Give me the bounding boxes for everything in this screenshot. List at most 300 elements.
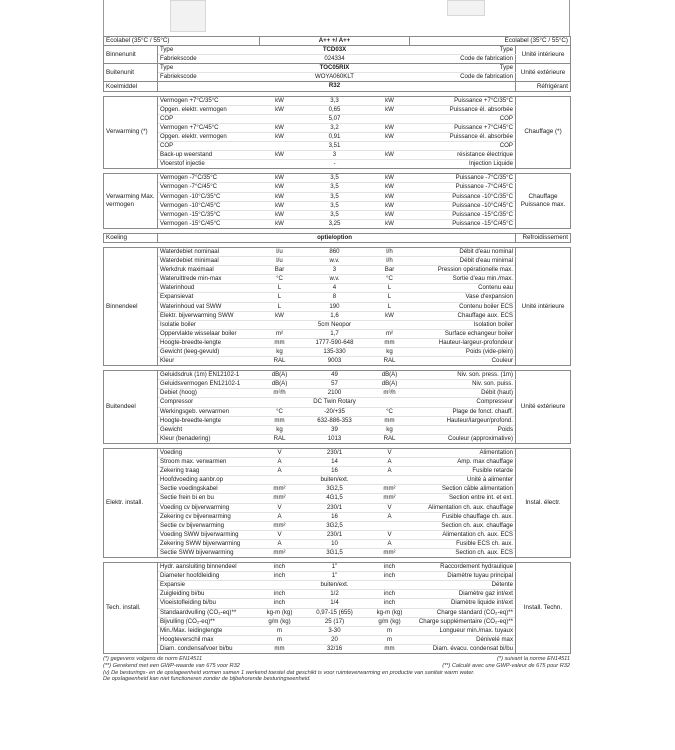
param-value: 1"	[300, 572, 370, 581]
unit-nl: kW	[260, 123, 300, 132]
section-label-fr: Réfrigérant	[516, 82, 571, 91]
param-value: 3,5	[300, 201, 370, 210]
param-nl: Expansievat	[158, 293, 260, 302]
spec-row	[104, 257, 571, 266]
param-nl: Sectie frein bi en bu	[158, 494, 260, 503]
param-fr: Code de fabrication	[410, 73, 516, 82]
param-nl: Hoogte-breedte-lengte	[158, 338, 260, 347]
param-fr: Niv. son. puiss.	[410, 380, 516, 389]
unit-nl	[260, 114, 300, 123]
param-fr: Puissance -10°C/45°C	[410, 201, 516, 210]
unit-nl: L	[260, 293, 300, 302]
param-value: 3,51	[300, 142, 370, 151]
param-fr: Détente	[410, 581, 516, 590]
unit-nl: kW	[260, 219, 300, 228]
unit-fr	[370, 476, 410, 485]
unit-fr	[370, 581, 410, 590]
unit-fr: L	[370, 302, 410, 311]
spec-row	[104, 458, 571, 467]
param-fr: Plage de fonct. chauff.	[410, 407, 516, 416]
param-value: 632-886-353	[300, 416, 370, 425]
param-fr	[410, 82, 516, 91]
param-value: 0,65	[300, 105, 370, 114]
param-nl: Compressor	[158, 398, 260, 407]
param-value: TCD03X	[300, 46, 370, 55]
param-value: 3-30	[300, 626, 370, 635]
unit-nl	[260, 581, 300, 590]
param-value: TOC05RIX	[300, 64, 370, 73]
spec-row	[104, 635, 571, 644]
param-nl: Vermogen +7°C/35°C	[158, 96, 260, 105]
unit-nl: kW	[260, 174, 300, 183]
spec-row	[104, 644, 571, 653]
ecolabel-label-nl: Ecolabel (35°C / 55°C)	[104, 37, 260, 46]
spec-row	[104, 503, 571, 512]
param-fr: Chauffage aux. ECS	[410, 311, 516, 320]
param-value: 5cm Neopor	[300, 320, 370, 329]
spec-row	[104, 512, 571, 521]
param-fr: Type	[410, 64, 516, 73]
param-value: 39	[300, 425, 370, 434]
spec-row	[104, 608, 571, 617]
spec-sheet	[103, 0, 570, 683]
unit-nl: kW	[260, 210, 300, 219]
spec-row	[104, 485, 571, 494]
param-fr: Puissance -15°C/45°C	[410, 219, 516, 228]
param-value: 0,97-15 (655)	[300, 608, 370, 617]
unit-nl: kW	[260, 311, 300, 320]
param-nl: Zekering traag	[158, 467, 260, 476]
param-value: R32	[300, 82, 370, 91]
param-value: 3,5	[300, 174, 370, 183]
unit-nl: dB(A)	[260, 371, 300, 380]
section-label-nl: Verwarming Max. vermogen	[104, 174, 158, 229]
spec-table	[103, 36, 571, 654]
unit-nl	[260, 398, 300, 407]
param-value: 3,3	[300, 96, 370, 105]
unit-fr: dB(A)	[370, 371, 410, 380]
spec-row	[104, 82, 571, 91]
spec-row	[104, 416, 571, 425]
param-value: 3,25	[300, 219, 370, 228]
param-value: -20/+35	[300, 407, 370, 416]
spec-row	[104, 151, 571, 160]
param-fr: Hauteur/largeur/profond.	[410, 416, 516, 425]
unit-nl	[260, 476, 300, 485]
spec-row	[104, 521, 571, 530]
param-fr: Fusible ECS ch. aux.	[410, 539, 516, 548]
param-fr: Alimentation	[410, 448, 516, 457]
param-fr: Section entre int. et ext.	[410, 494, 516, 503]
param-fr: Charge supplémentaire (CO₂-eq)**	[410, 617, 516, 626]
param-fr: Compresseur	[410, 398, 516, 407]
spec-row	[104, 530, 571, 539]
unit-nl: m	[260, 635, 300, 644]
section-label-nl: Binnenunit	[104, 46, 158, 64]
param-nl: Geluidsvermogen EN12102-1	[158, 380, 260, 389]
param-value: 3,5	[300, 183, 370, 192]
unit-nl: A	[260, 467, 300, 476]
param-fr: Section ch. aux. chauffage	[410, 521, 516, 530]
param-fr: Hauteur-largeur-profondeur	[410, 338, 516, 347]
unit-nl: m	[260, 626, 300, 635]
spec-row	[104, 123, 571, 132]
param-nl: Sectie voedingskabel	[158, 485, 260, 494]
param-nl: Werkingsgeb. verwarmen	[158, 407, 260, 416]
section-label-nl: Koeling	[104, 233, 158, 242]
param-nl: Zuigleiding bi/bu	[158, 590, 260, 599]
unit-fr: °C	[370, 407, 410, 416]
unit-fr: kW	[370, 219, 410, 228]
param-nl: Stroom max. verwarmen	[158, 458, 260, 467]
unit-nl: kW	[260, 201, 300, 210]
unit-fr: kW	[370, 183, 410, 192]
unit-nl: V	[260, 530, 300, 539]
param-nl: Vloeistofleiding bi/bu	[158, 599, 260, 608]
spec-row	[104, 201, 571, 210]
param-value: w.v.	[300, 257, 370, 266]
param-fr: Puissance él. absorbée	[410, 132, 516, 141]
spec-row	[104, 293, 571, 302]
unit-fr: V	[370, 530, 410, 539]
param-nl: Debiet (hoog)	[158, 389, 260, 398]
unit-nl: m³/h	[260, 389, 300, 398]
spec-row	[104, 46, 571, 55]
param-fr: Dénivelé max	[410, 635, 516, 644]
param-nl: Vermogen -7°C/35°C	[158, 174, 260, 183]
param-nl: Min./Max. leidinglengte	[158, 626, 260, 635]
param-fr: Surface echangeur boiler	[410, 329, 516, 338]
section-label-fr: Chauffage (*)	[516, 96, 571, 169]
param-value: 190	[300, 302, 370, 311]
section-label-nl: Elektr. install.	[104, 448, 158, 557]
param-value: 1/2	[300, 590, 370, 599]
param-nl: Hydr. aansluiting binnendeel	[158, 563, 260, 572]
spec-row	[104, 311, 571, 320]
spec-row	[104, 425, 571, 434]
unit-nl: m²	[260, 329, 300, 338]
unit-fr: m²	[370, 329, 410, 338]
note-1-nl: (*) gegevens volgens de norm EN14511	[103, 656, 203, 662]
param-value: 024334	[300, 55, 370, 64]
param-nl: Vermogen -10°C/45°C	[158, 201, 260, 210]
param-fr: Débit (haut)	[410, 389, 516, 398]
unit-nl: g/m (kg)	[260, 617, 300, 626]
param-fr: Fusible retarde	[410, 467, 516, 476]
spec-row	[104, 174, 571, 183]
note-2-nl: (**) Gerekend met een GWP-waarde van 675 voor R32	[103, 662, 240, 669]
unit-nl	[260, 160, 300, 169]
param-fr: Code de fabrication	[410, 55, 516, 64]
unit-fr: m³/h	[370, 389, 410, 398]
unit-nl: mm	[260, 338, 300, 347]
param-fr: Pression opérationelle max.	[410, 266, 516, 275]
spec-row	[104, 548, 571, 557]
param-value: 3,2	[300, 123, 370, 132]
spec-row	[104, 338, 571, 347]
unit-nl	[260, 142, 300, 151]
param-nl: Voeding cv bijverwarming	[158, 503, 260, 512]
param-fr: résistance électrique	[410, 151, 516, 160]
param-value: 3	[300, 151, 370, 160]
unit-fr: l/h	[370, 247, 410, 256]
param-nl: Waterdebiet minimaal	[158, 257, 260, 266]
unit-nl: kW	[260, 192, 300, 201]
unit-fr: mm²	[370, 548, 410, 557]
param-value: 2100	[300, 389, 370, 398]
unit-fr	[370, 160, 410, 169]
param-nl: Zekering cv bijverwarming	[158, 512, 260, 521]
param-value: 5,07	[300, 114, 370, 123]
unit-fr: kW	[370, 105, 410, 114]
param-nl: Back-up weerstand	[158, 151, 260, 160]
unit-nl: kg	[260, 348, 300, 357]
param-fr: COP	[410, 142, 516, 151]
param-nl: Fabriekscode	[158, 73, 260, 82]
spec-row	[104, 599, 571, 608]
spec-row	[104, 105, 571, 114]
param-nl: Opgen. elektr. vermogen	[158, 105, 260, 114]
unit-fr	[370, 73, 410, 82]
spec-row	[104, 572, 571, 581]
param-nl: Sectie SWW bijverwarming	[158, 548, 260, 557]
param-fr: Puissance -7°C/35°C	[410, 174, 516, 183]
spec-row	[104, 476, 571, 485]
param-nl: Hoogteverschil max	[158, 635, 260, 644]
ecolabel-label-fr: Ecolabel (35°C / 55°C)	[410, 37, 571, 46]
unit-fr	[370, 46, 410, 55]
note-4: De opslageenheid kan niet functioneren zonder de bijbehorende besturingseenheid.	[103, 676, 311, 683]
unit-nl: inch	[260, 572, 300, 581]
unit-nl: inch	[260, 599, 300, 608]
param-value: 0,91	[300, 132, 370, 141]
unit-fr: kW	[370, 96, 410, 105]
param-value: 3,5	[300, 192, 370, 201]
param-value: 1"	[300, 563, 370, 572]
spec-row	[104, 183, 571, 192]
param-value: 4	[300, 284, 370, 293]
param-fr: Unité à alimenter	[410, 476, 516, 485]
spec-row	[104, 581, 571, 590]
param-value: 3G2,5	[300, 485, 370, 494]
param-fr: Amp. max chauffage	[410, 458, 516, 467]
spec-row	[104, 219, 571, 228]
param-fr: Type	[410, 46, 516, 55]
unit-nl: kW	[260, 96, 300, 105]
unit-fr: inch	[370, 572, 410, 581]
spec-row	[104, 407, 571, 416]
unit-fr: L	[370, 293, 410, 302]
spec-row	[104, 233, 571, 242]
param-fr: Isolation boiler	[410, 320, 516, 329]
unit-fr	[370, 398, 410, 407]
unit-fr: Bar	[370, 266, 410, 275]
ecolabel-row	[104, 37, 571, 46]
param-value: 230/1	[300, 530, 370, 539]
param-nl: Diam. condensafvoer bi/bu	[158, 644, 260, 653]
unit-fr: mm²	[370, 494, 410, 503]
param-nl: Vermogen +7°C/45°C	[158, 123, 260, 132]
spec-row	[104, 434, 571, 443]
param-value: 14	[300, 458, 370, 467]
spec-row	[104, 467, 571, 476]
spec-row	[104, 55, 571, 64]
unit-fr: mm	[370, 338, 410, 347]
spec-row	[104, 563, 571, 572]
unit-fr: RAL	[370, 434, 410, 443]
param-nl: COP	[158, 142, 260, 151]
param-value: 135-330	[300, 348, 370, 357]
param-fr: Puissance -10°C/35°C	[410, 192, 516, 201]
unit-nl	[260, 55, 300, 64]
param-value: 3	[300, 266, 370, 275]
spec-row	[104, 590, 571, 599]
param-nl: COP	[158, 114, 260, 123]
unit-nl	[260, 46, 300, 55]
param-fr: Longueur min./max. tuyaux	[410, 626, 516, 635]
section-label-fr: Instal. électr.	[516, 448, 571, 557]
unit-nl: mm²	[260, 494, 300, 503]
param-nl: Zekering SWW bijverwarming	[158, 539, 260, 548]
param-fr: Injection Liquide	[410, 160, 516, 169]
unit-fr: mm	[370, 644, 410, 653]
unit-fr: m	[370, 635, 410, 644]
section-label-fr: Unité intérieure	[516, 46, 571, 64]
unit-fr: mm	[370, 416, 410, 425]
section-label-fr: Unité intérieure	[516, 247, 571, 365]
unit-nl: inch	[260, 563, 300, 572]
unit-fr	[370, 114, 410, 123]
param-value: 25 (17)	[300, 617, 370, 626]
param-nl: Kleur (benadering)	[158, 434, 260, 443]
unit-nl: kg-m (kg)	[260, 608, 300, 617]
unit-nl: Bar	[260, 266, 300, 275]
spec-row	[104, 142, 571, 151]
unit-fr: kg-m (kg)	[370, 608, 410, 617]
param-value: 16	[300, 467, 370, 476]
spec-row	[104, 192, 571, 201]
param-fr: Puissance él. absorbée	[410, 105, 516, 114]
spec-row	[104, 96, 571, 105]
unit-fr: A	[370, 539, 410, 548]
unit-fr: inch	[370, 563, 410, 572]
unit-nl: kW	[260, 105, 300, 114]
param-fr: Diamètre liquide int/ext	[410, 599, 516, 608]
unit-nl: A	[260, 458, 300, 467]
unit-fr: kW	[370, 151, 410, 160]
unit-nl: A	[260, 512, 300, 521]
unit-nl: mm²	[260, 548, 300, 557]
unit-fr: kg	[370, 348, 410, 357]
unit-fr: kW	[370, 210, 410, 219]
param-fr: Section câble alimentation	[410, 485, 516, 494]
param-value: 16	[300, 512, 370, 521]
unit-fr: kW	[370, 311, 410, 320]
unit-nl	[260, 82, 300, 91]
param-value: 20	[300, 635, 370, 644]
param-value: 9003	[300, 357, 370, 366]
spec-row	[104, 266, 571, 275]
param-fr: Sortie d'eau min./max.	[410, 275, 516, 284]
param-value: -	[300, 160, 370, 169]
section-label-fr: Unité extérieure	[516, 64, 571, 82]
indoor-unit-image	[170, 0, 206, 32]
param-nl: Sectie cv bijverwarming	[158, 521, 260, 530]
note-3: (v) De besturings- en de opslageenheid vormen samen 1 werkend toestel dat geschikt is voor ruimteverwarming en productie van sanitair warm water.	[103, 669, 475, 676]
unit-nl: dB(A)	[260, 380, 300, 389]
param-value: 10	[300, 539, 370, 548]
param-nl: Bijvulling (CO₂-eq)**	[158, 617, 260, 626]
param-fr: Débit d'eau nominal	[410, 247, 516, 256]
unit-fr: kW	[370, 201, 410, 210]
param-value: 1,7	[300, 329, 370, 338]
spec-row	[104, 302, 571, 311]
param-nl: Type	[158, 64, 260, 73]
spec-row	[104, 275, 571, 284]
section-label-nl: Buitendeel	[104, 371, 158, 444]
param-nl: Voeding SWW bijverwarming	[158, 530, 260, 539]
param-value: 49	[300, 371, 370, 380]
note-1-fr: (*) suivant la norme EN14511	[497, 656, 570, 662]
param-nl: Waterinhoud	[158, 284, 260, 293]
param-nl: Vermogen -7°C/45°C	[158, 183, 260, 192]
param-fr: Puissance +7°C/35°C	[410, 96, 516, 105]
section-label-fr: Chauffage Puissance max.	[516, 174, 571, 229]
param-fr: Couleur (approximative)	[410, 434, 516, 443]
unit-fr: inch	[370, 590, 410, 599]
unit-fr: V	[370, 448, 410, 457]
param-value: 32/16	[300, 644, 370, 653]
section-label-fr: Unité extérieure	[516, 371, 571, 444]
param-value: buiten/ext.	[300, 581, 370, 590]
unit-fr: kg	[370, 425, 410, 434]
unit-nl: L	[260, 302, 300, 311]
spec-row	[104, 357, 571, 366]
param-fr: Niv. son. press. (1m)	[410, 371, 516, 380]
unit-nl: mm	[260, 416, 300, 425]
spec-row	[104, 389, 571, 398]
unit-fr	[370, 55, 410, 64]
param-nl: Standaardvulling (CO₂-eq)**	[158, 608, 260, 617]
param-nl: Opgen. elektr. vermogen	[158, 132, 260, 141]
unit-fr: A	[370, 512, 410, 521]
param-fr: Section ch. aux. ECS	[410, 548, 516, 557]
unit-nl: RAL	[260, 434, 300, 443]
unit-nl: kW	[260, 183, 300, 192]
param-nl: Expansie	[158, 581, 260, 590]
param-fr: Contenu boiler ECS	[410, 302, 516, 311]
spec-row	[104, 64, 571, 73]
param-nl: Hoofdvoeding aanbr.op	[158, 476, 260, 485]
spec-row	[104, 539, 571, 548]
unit-fr: mm²	[370, 485, 410, 494]
param-nl: Elektr. bijverwarming SWW	[158, 311, 260, 320]
param-fr: Puissance -7°C/45°C	[410, 183, 516, 192]
param-fr: Alimentation ch. aux. ECS	[410, 530, 516, 539]
param-nl: Fabriekscode	[158, 55, 260, 64]
param-value: 230/1	[300, 448, 370, 457]
unit-nl: RAL	[260, 357, 300, 366]
spec-row	[104, 320, 571, 329]
unit-fr: L	[370, 284, 410, 293]
param-value: WOYA060KLT	[300, 73, 370, 82]
unit-nl: V	[260, 503, 300, 512]
note-2-fr: (**) Calculé avec une GWP-valeur de 675 pour R32	[442, 662, 570, 669]
param-nl: Diameter hoofdleiding	[158, 572, 260, 581]
param-nl: Type	[158, 46, 260, 55]
param-nl: Isolatie boiler	[158, 320, 260, 329]
section-label-fr: Refroidissement	[516, 233, 571, 242]
